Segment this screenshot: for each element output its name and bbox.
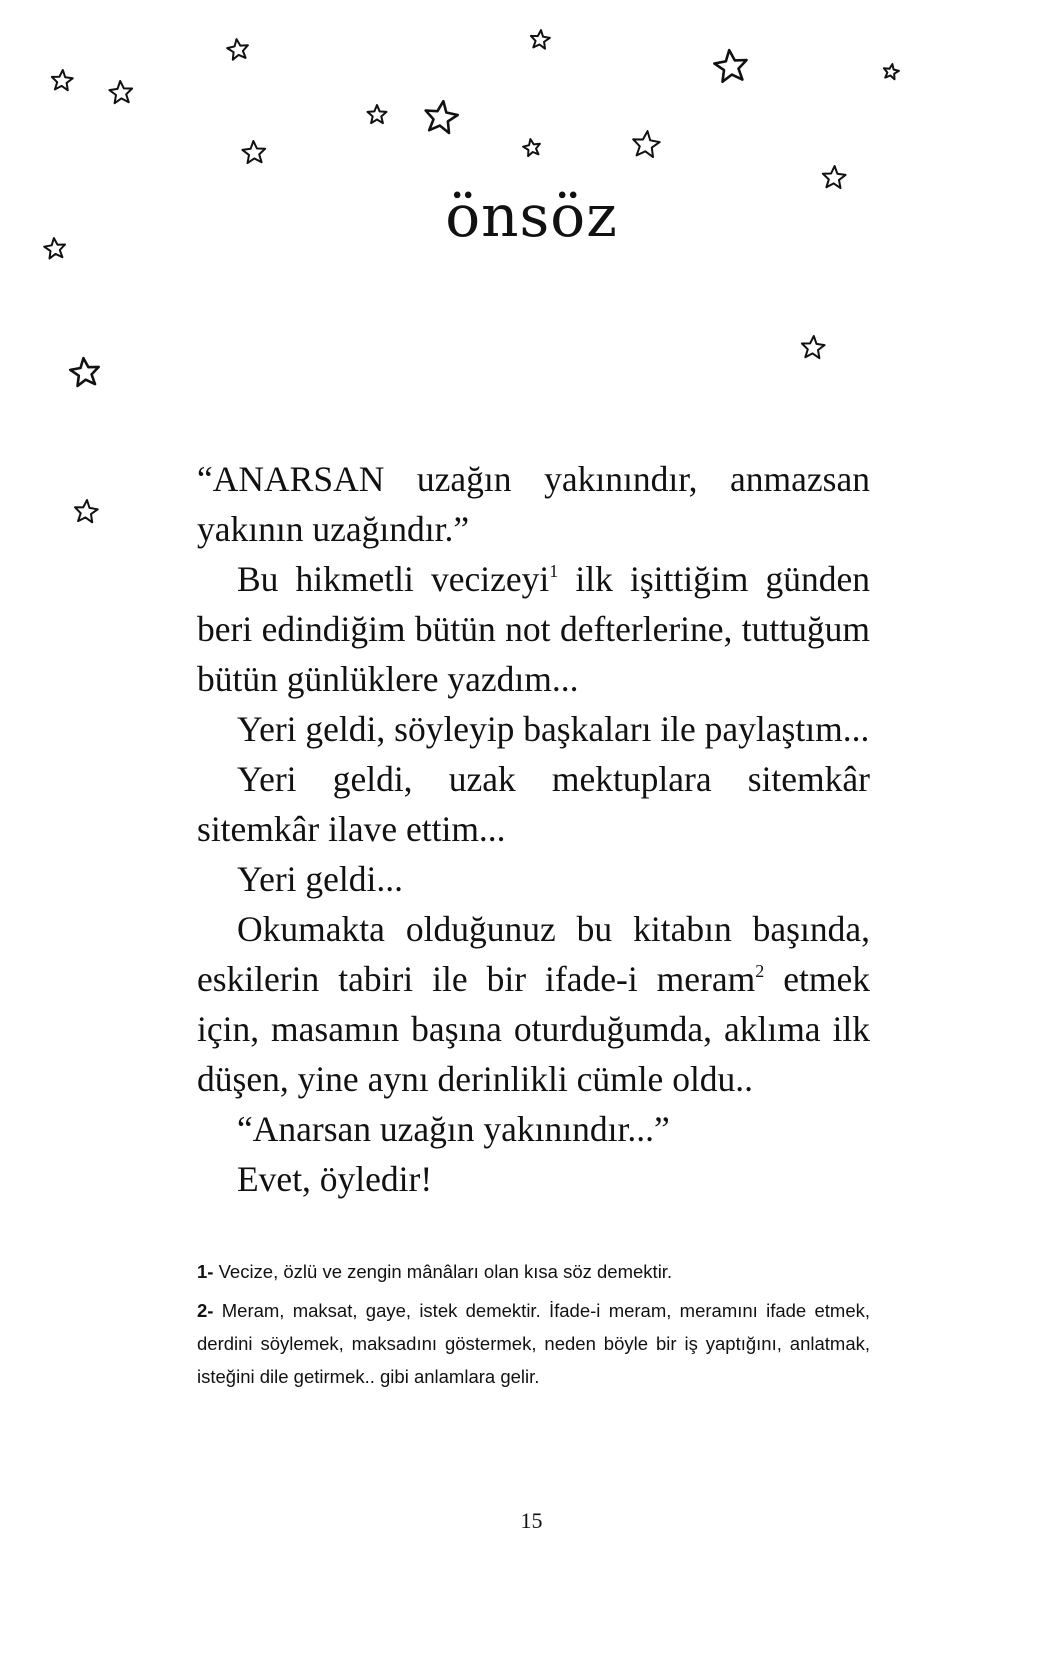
paragraph-6: [197, 904, 870, 1104]
footnotes: [197, 1255, 870, 1399]
chapter-title: önsöz: [445, 182, 618, 250]
footnote-ref-1: 1: [549, 561, 559, 581]
paragraph-3: Yeri geldi, söyleyip başkaları ile paylaştım...: [237, 709, 870, 749]
paragraph-2-text-b: ilk işittiğim günden beri edindiğim bütün not defterlerine, tuttuğum bütün günlüklere yazdım...: [197, 559, 870, 699]
footnote-2: [197, 1294, 870, 1393]
star-icon: [523, 139, 540, 156]
star-icon: [426, 101, 458, 133]
paragraph-4: Yeri geldi, uzak mektuplara sitemkâr sitemkâr ilave ettim...: [197, 759, 870, 849]
star-icon: [802, 336, 825, 358]
footnote-1-number: 1-: [197, 1261, 214, 1282]
paragraph-2-text-a: Bu hikmetli vecizeyi: [237, 559, 550, 599]
body-text: [197, 454, 870, 1204]
footnote-1-text: Vecize, özlü ve zengin mânâları olan kısa söz demektir.: [218, 1261, 673, 1282]
star-icon: [368, 105, 387, 123]
footnote-ref-2: 2: [755, 961, 765, 981]
star-icon: [633, 131, 660, 157]
star-icon: [242, 141, 265, 163]
star-icon: [884, 64, 899, 79]
paragraph-1: “ANARSAN uzağın yakınındır, anmazsan yakının uzağındır.”: [197, 459, 870, 549]
footnote-1: [197, 1255, 870, 1288]
paragraph-8: Evet, öyledir!: [237, 1159, 433, 1199]
star-icon: [714, 50, 746, 82]
star-icon: [70, 358, 98, 386]
star-icon: [823, 166, 846, 188]
star-icon: [109, 81, 132, 103]
star-icon: [75, 500, 98, 522]
paragraph-6-text-a: Okumakta olduğunuz bu kitabın başında, eskilerin tabiri ile bir ifade-i meram: [197, 909, 870, 999]
page-number: 15: [520, 1508, 543, 1533]
paragraph-6-text-b: etmek için, masamın başına oturduğumda, aklıma ilk düşen, yine aynı derinlikli cümle oldu..: [197, 959, 870, 1099]
star-icon: [531, 30, 550, 49]
footnote-2-text: Meram, maksat, gaye, istek demektir. İfade-i meram, meramını ifade etmek, derdini söylemek, maksadını göstermek, neden böyle bir iş yaptığını, anlatmak, isteğini dile getirmek.. gibi anlamlara gelir.: [197, 1300, 871, 1387]
star-icon: [227, 39, 248, 60]
paragraph-7: “Anarsan uzağın yakınındır...”: [237, 1109, 670, 1149]
paragraph-2: [197, 554, 870, 704]
paragraph-5: Yeri geldi...: [237, 859, 404, 899]
star-icon: [52, 70, 73, 90]
footnote-2-number: 2-: [197, 1300, 214, 1321]
